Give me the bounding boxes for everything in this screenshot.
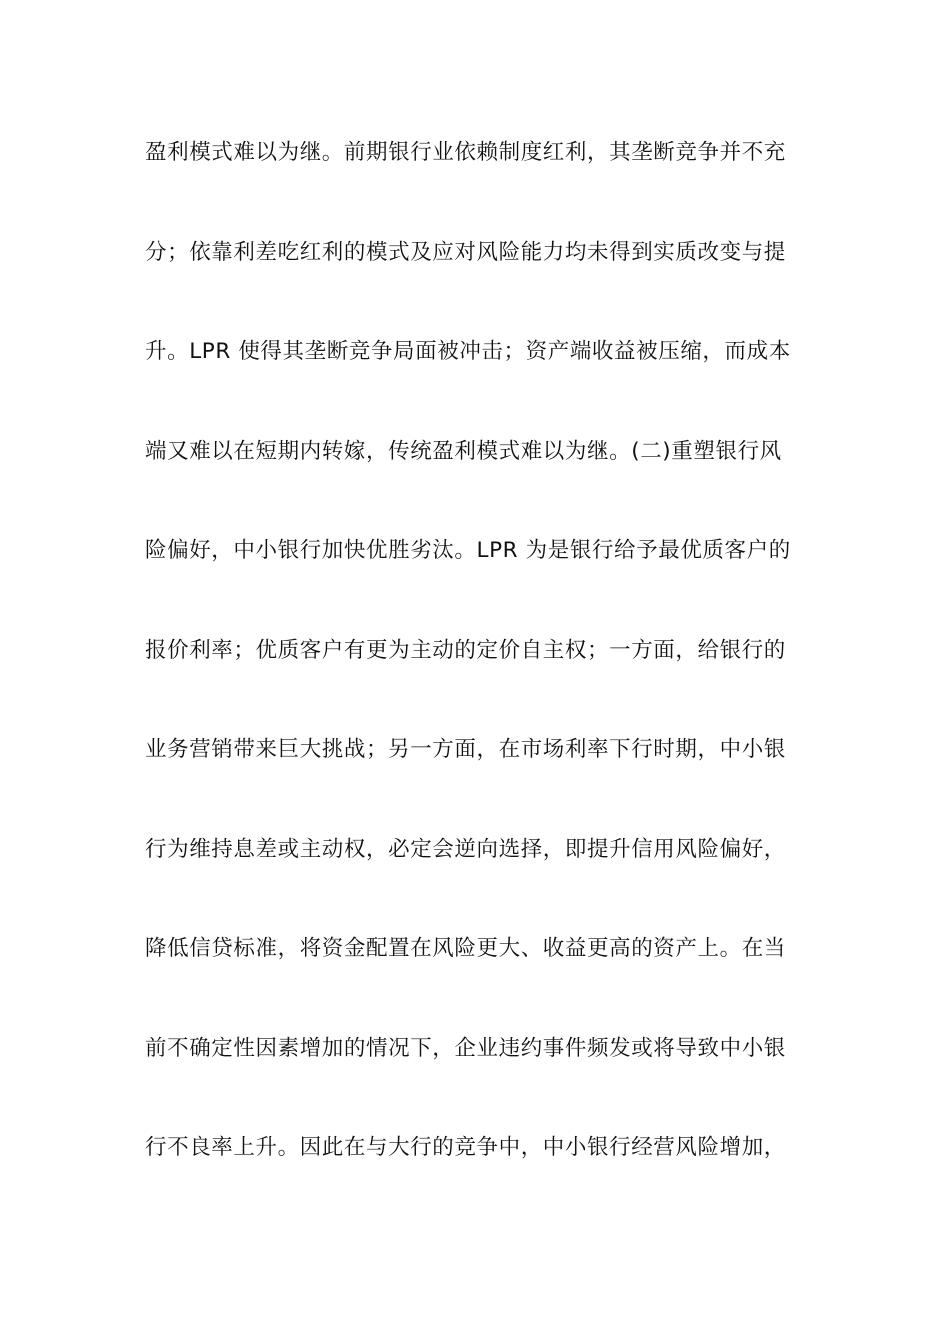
text-line: 端又难以在短期内转嫁，传统盈利模式难以为继。(二)重塑银行风 <box>145 438 782 464</box>
text-line: 分；依靠利差吃红利的模式及应对风险能力均未得到实质改变与提 <box>145 239 786 265</box>
text-line: 行不良率上升。因此在与大行的竞争中，中小银行经营风险增加， <box>145 1135 786 1160</box>
text-line: 升。LPR 使得其垄断竞争局面被冲击；资产端收益被压缩，而成本 <box>145 339 791 364</box>
text-line: 险偏好，中小银行加快优胜劣汰。LPR 为是银行给予最优质客户的 <box>145 538 791 563</box>
text-line: 报价利率；优质客户有更为主动的定价自主权；一方面，给银行的 <box>145 637 786 663</box>
text-line: 降低信贷标准，将资金配置在风险更大、收益更高的资产上。在当 <box>145 936 786 961</box>
text-line: 行为维持息差或主动权，必定会逆向选择，即提升信用风险偏好， <box>145 836 786 862</box>
body-text <box>145 130 815 1225</box>
text-line: 业务营销带来巨大挑战；另一方面，在市场利率下行时期，中小银 <box>145 737 786 762</box>
text-line: 前不确定性因素增加的情况下，企业违约事件频发或将导致中小银 <box>145 1035 786 1061</box>
text-line: 盈利模式难以为继。前期银行业依赖制度红利，其垄断竞争并不充 <box>145 140 786 165</box>
